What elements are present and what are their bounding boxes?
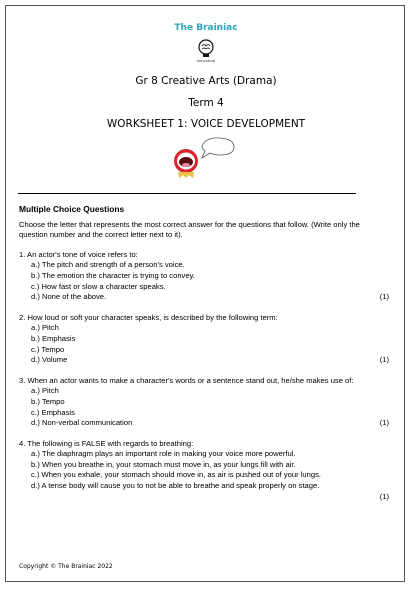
question-marks: (1) xyxy=(379,491,389,501)
copyright-footer: Copyright © The Brainiac 2022 xyxy=(19,563,113,570)
question-2 xyxy=(19,313,389,366)
option-a: a.) Pitch xyxy=(31,323,59,333)
option-b: b.) Emphasis xyxy=(31,333,76,343)
option-d xyxy=(19,418,389,429)
option-c: c.) Tempo xyxy=(31,344,65,354)
question-4 xyxy=(19,439,389,503)
option-d: d.) A tense body will cause you to not be able to breathe and speak properly on stage. xyxy=(31,481,320,491)
option-c: c.) Emphasis xyxy=(31,407,75,417)
option-b: b.) Tempo xyxy=(31,396,65,406)
brand-name: The Brainiac xyxy=(174,23,238,33)
worksheet-heading: WORKSHEET 1: VOICE DEVELOPMENT xyxy=(106,118,306,130)
option-d-text: d.) None of the above. xyxy=(31,292,107,302)
option-a: a.) Pitch xyxy=(31,386,59,396)
question-marks: (1) xyxy=(379,418,389,428)
question-marks: (1) xyxy=(379,292,389,302)
logo-text: EDUCATION xyxy=(197,59,215,63)
option-d xyxy=(19,292,389,303)
question-stem: 2. How loud or soft your character speaks, is described by the following term: xyxy=(19,312,278,322)
instructions: Choose the letter that represents the most correct answer for the questions that follow. (Write only the question number and the correct letter next to it). xyxy=(19,219,360,240)
shouting-mouth-speech-bubble-icon xyxy=(172,136,236,178)
section-divider xyxy=(18,193,356,194)
option-b: b.) When you breathe in, your stomach must move in, as your lungs fill with air. xyxy=(31,459,296,469)
question-stem: 1. An actor's tone of voice refers to: xyxy=(19,249,138,259)
question-stem: 4. The following is FALSE with regards to breathing: xyxy=(19,438,194,448)
question-3 xyxy=(19,376,389,429)
question-marks: (1) xyxy=(379,355,389,365)
question-1 xyxy=(19,250,389,303)
option-c: c.) When you exhale, your stomach should move in, as air is pushed out of your lungs. xyxy=(31,470,321,480)
option-b: b.) The emotion the character is trying to convey. xyxy=(31,270,195,280)
option-d xyxy=(19,355,389,366)
section-title: Multiple Choice Questions xyxy=(19,204,125,214)
option-d-text: d.) Non-verbal communication xyxy=(31,418,133,428)
questions-section xyxy=(19,204,389,512)
option-a: a.) The diaphragm plays an important role in making your voice more powerful. xyxy=(31,449,296,459)
option-d-text: d.) Volume xyxy=(31,355,68,365)
term-heading: Term 4 xyxy=(188,97,224,109)
brain-lightbulb-icon xyxy=(195,38,217,64)
option-c: c.) How fast or slow a character speaks. xyxy=(31,281,166,291)
option-a: a.) The pitch and strength of a person's voice. xyxy=(31,260,185,270)
question-stem: 3. When an actor wants to make a character's words or a sentence stand out, he/she makes use of: xyxy=(19,375,354,385)
subject-heading: Gr 8 Creative Arts (Drama) xyxy=(135,75,277,87)
